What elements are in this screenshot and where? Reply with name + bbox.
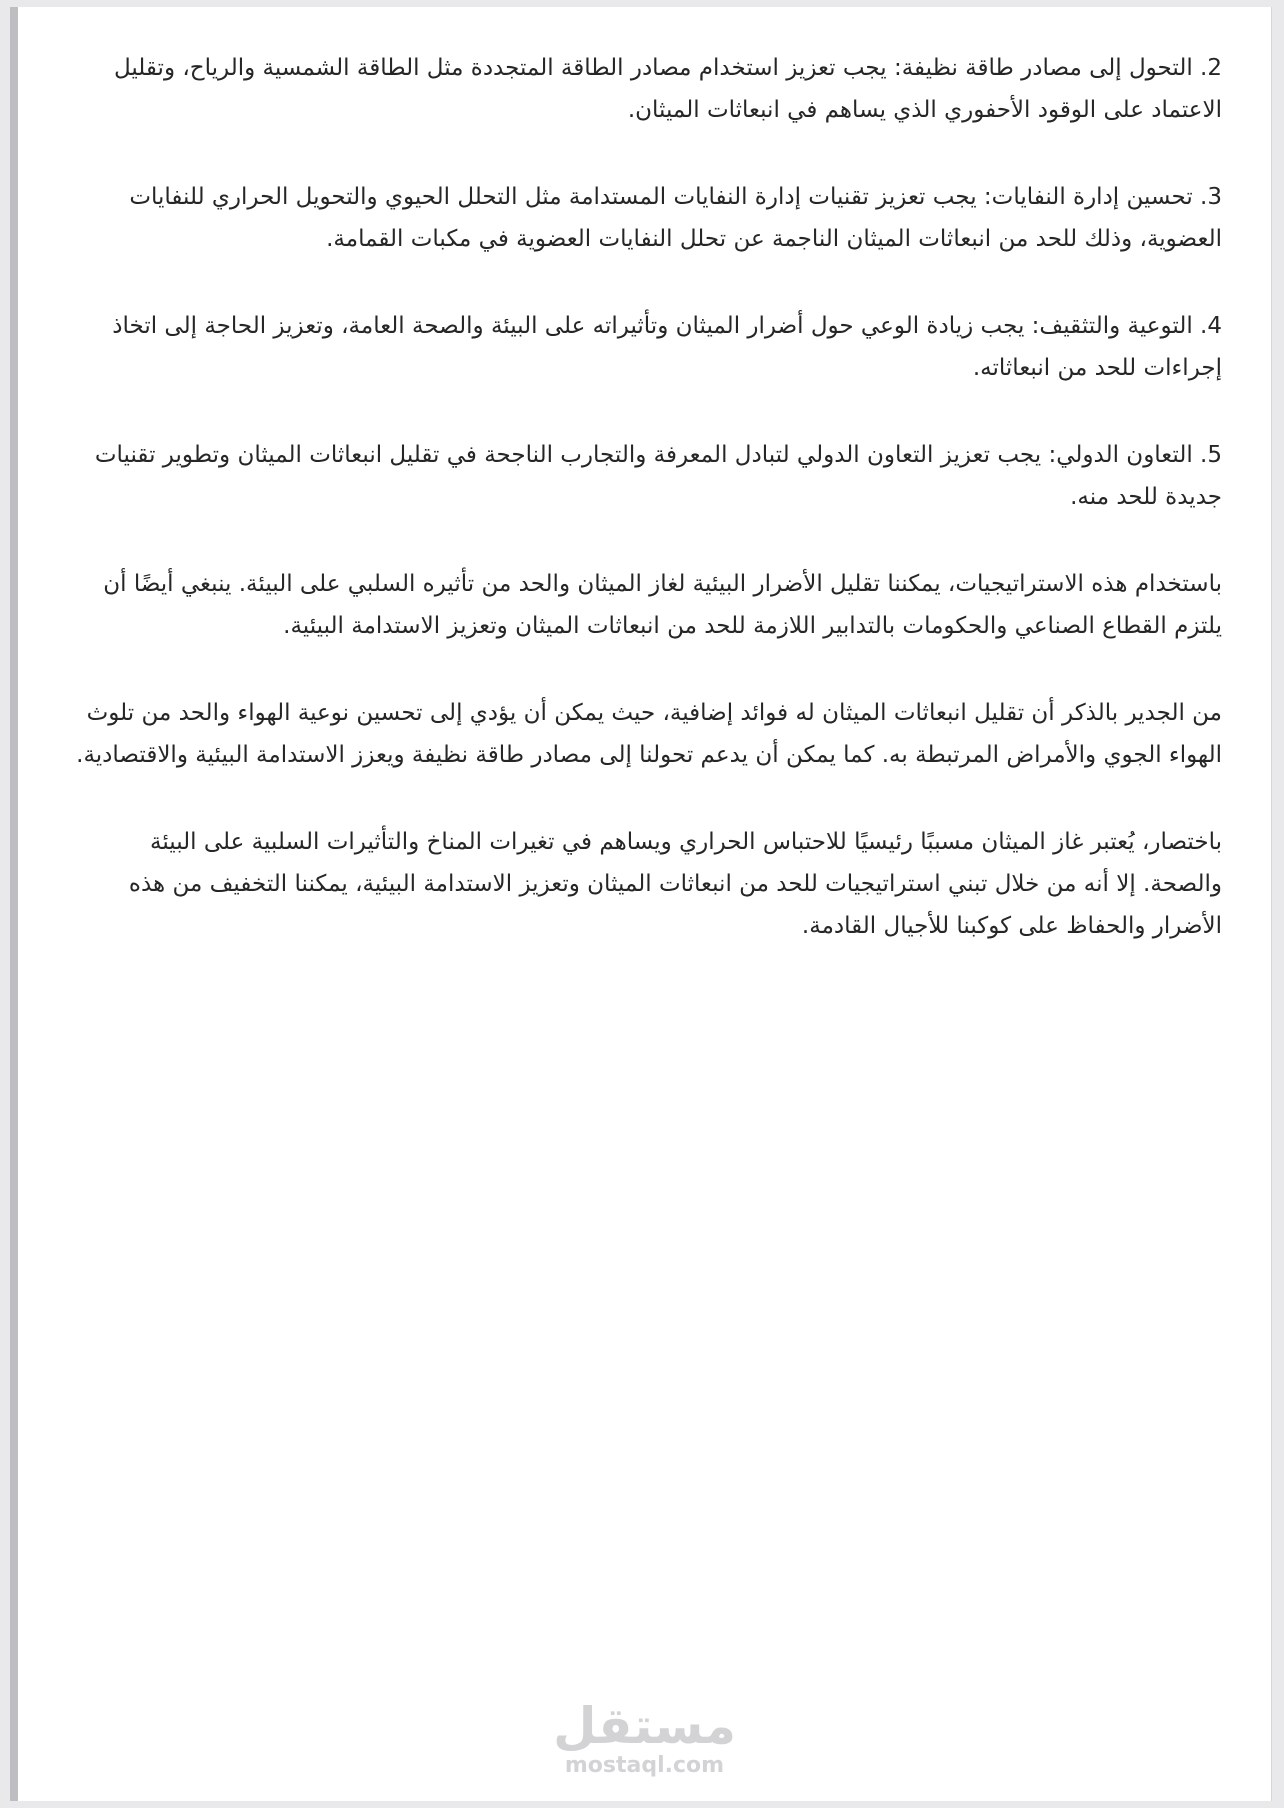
watermark bbox=[18, 1697, 1271, 1779]
watermark-logo: مستقل bbox=[553, 1697, 736, 1755]
watermark-site: mostaql.com bbox=[564, 1753, 725, 1778]
paragraph-conclusion: باختصار، يُعتبر غاز الميثان مسببًا رئيسيًا للاحتباس الحراري ويساهم في تغيرات المناخ والتأثيرات السلبية على البيئة والصحة. إلا أنه من خلال تبني استراتيجيات للحد من انبعاثات الميثان وتعزيز الاستدامة البيئية، يمكننا التخفيف من هذه الأضرار والحفاظ على كوكبنا للأجيال القادمة. bbox=[128, 829, 1222, 939]
paragraph-waste-management: 3. تحسين إدارة النفايات: يجب تعزيز تقنيات إدارة النفايات المستدامة مثل التحلل الحيوي والتحويل الحراري للنفايات العضوية، وذلك للحد من انبعاثات الميثان الناجمة عن تحلل النفايات العضوية في مكبات القمامة. bbox=[129, 184, 1222, 252]
paragraph-additional-benefits: من الجدير بالذكر أن تقليل انبعاثات الميثان له فوائد إضافية، حيث يمكن أن يؤدي إلى تحسين نوعية الهواء والحد من تلوث الهواء الجوي والأمراض المرتبطة به. كما يمكن أن يدعم تحولنا إلى مصادر طاقة نظيفة ويعزز الاستدامة البيئية والاقتصادية. bbox=[76, 700, 1222, 768]
document-body bbox=[72, 47, 1222, 992]
paragraph-international-cooperation: 5. التعاون الدولي: يجب تعزيز التعاون الدولي لتبادل المعرفة والتجارب الناجحة في تقليل انبعاثات الميثان وتطوير تقنيات جديدة للحد منه. bbox=[94, 442, 1222, 510]
paragraph-awareness: 4. التوعية والتثقيف: يجب زيادة الوعي حول أضرار الميثان وتأثيراته على البيئة والصحة العامة، وتعزيز الحاجة إلى اتخاذ إجراءات للحد من انبعاثاته. bbox=[112, 313, 1222, 381]
paragraph-clean-energy: 2. التحول إلى مصادر طاقة نظيفة: يجب تعزيز استخدام مصادر الطاقة المتجددة مثل الطاقة الشمسية والرياح، وتقليل الاعتماد على الوقود الأحفوري الذي يساهم في انبعاثات الميثان. bbox=[113, 55, 1222, 123]
document-page bbox=[10, 7, 1272, 1801]
paragraph-strategies-summary: باستخدام هذه الاستراتيجيات، يمكننا تقليل الأضرار البيئية لغاز الميثان والحد من تأثيره السلبي على البيئة. ينبغي أيضًا أن يلتزم القطاع الصناعي والحكومات بالتدابير اللازمة للحد من انبعاثات الميثان وتعزيز الاستدامة البيئية. bbox=[103, 571, 1222, 639]
